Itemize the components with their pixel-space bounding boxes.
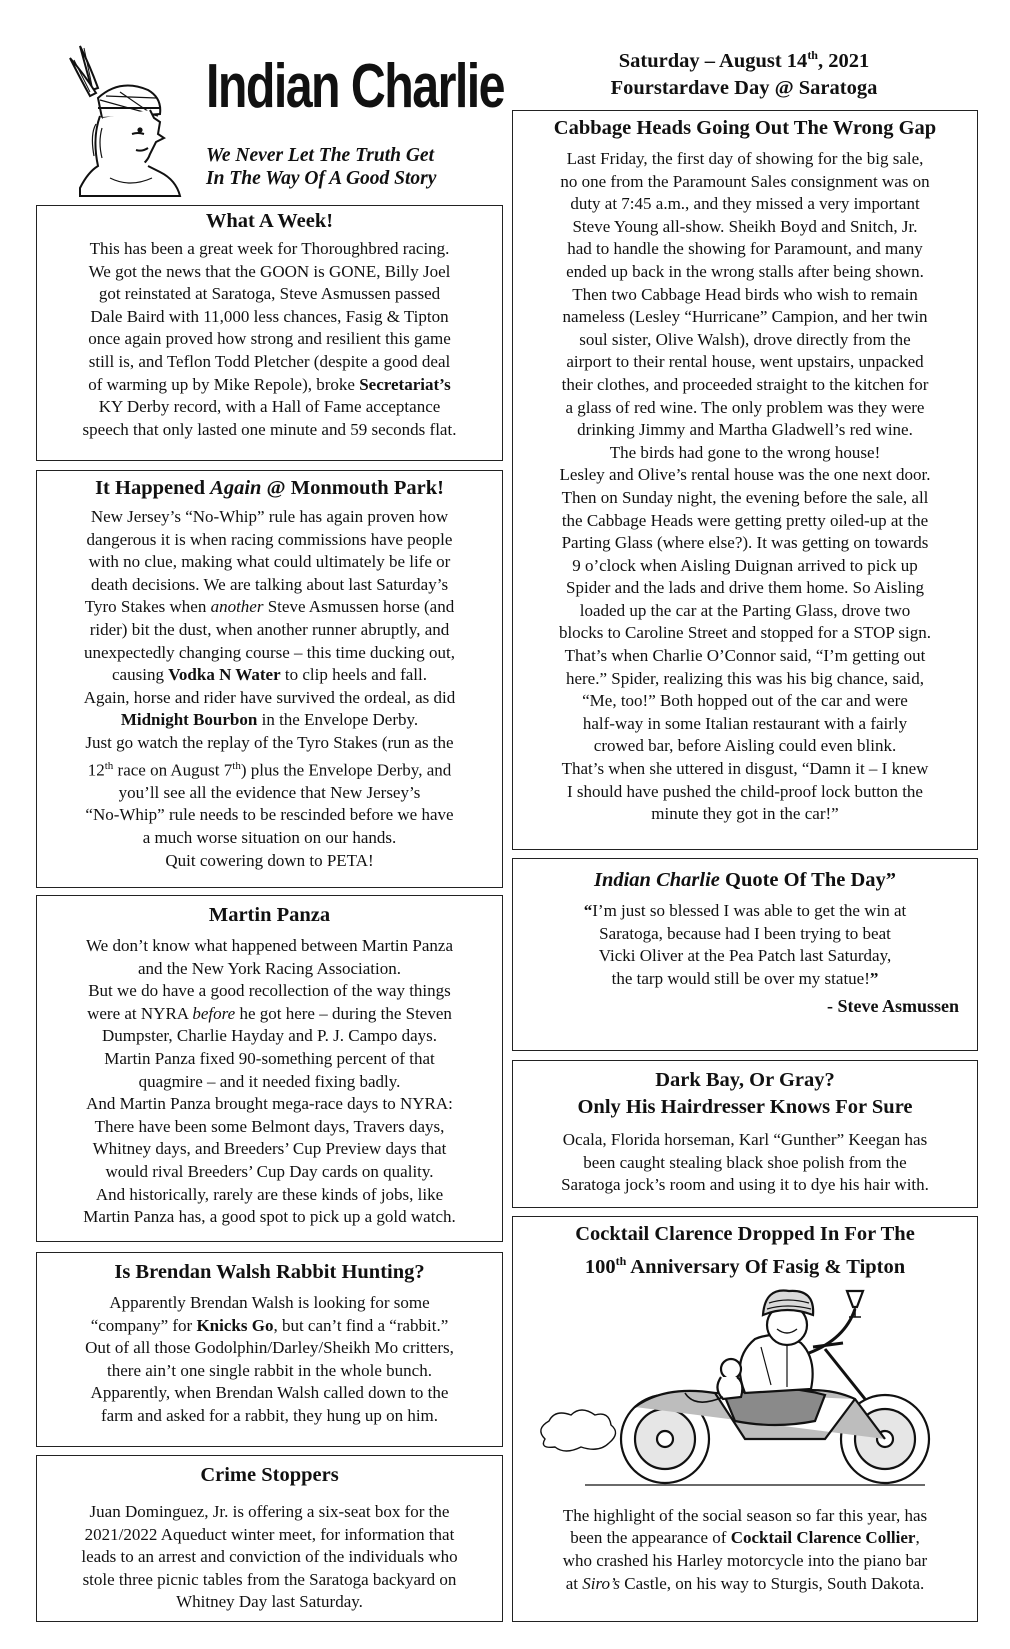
article-what-a-week	[36, 205, 503, 461]
article-heading: What A Week!	[205, 210, 334, 232]
article-martin-panza	[36, 895, 503, 1242]
quote-of-the-day	[512, 858, 978, 1051]
article-body: This has been a great week for Thoroughbred racing. We got the news that the GOON is GONE, Billy Joel got reinstated at Saratoga, Steve Asmussen passed Dale Baird with 11,000 less chances, Fasig & Tipton once again proved how strong and resilient this game still is, and Teflon Todd Pletcher (despite a good deal of warming up by Mike Repole), broke Secretariat’s KY Derby record, with a Hall of Fame acceptance speech that only lasted one minute and 59 seconds flat.	[82, 239, 457, 439]
indian-head-logo	[40, 38, 190, 198]
masthead-tagline: We Never Let The Truth Get In The Way Of A Good Story	[206, 145, 437, 189]
article-body: Ocala, Florida horseman, Karl “Gunther” Keegan has been caught stealing black shoe polish from the Saratoga jock’s room and using it to dye his hair with.	[561, 1130, 929, 1195]
article-dark-bay	[512, 1060, 978, 1208]
article-cabbage-heads	[512, 110, 978, 850]
article-heading: Crime Stoppers	[200, 1464, 339, 1486]
quote-heading: Indian Charlie Quote Of The Day”	[593, 869, 897, 891]
dateline-date: Saturday – August 14th, 2021	[618, 48, 870, 72]
article-body: We don’t know what happened between Martin Panza and the New York Racing Association. But we do have a good recollection of the way things were at NYRA before he got here – during the Steven Dumpster, Charlie Hayday and P. J. Campo days. Martin Panza fixed 90-something percent of that quagmire – and it needed fixing badly. And Martin Panza brought mega-race days to NYRA: There have been some Belmont days, Travers days, Whitney days, and Breeders’ Cup Preview days that would rival Breeders’ Cup Day cards on quality. And historically, rarely are these kinds of jobs, like Martin Panza has, a good spot to pick up a gold watch.	[83, 936, 456, 1227]
article-brendan-walsh	[36, 1252, 503, 1447]
dateline	[510, 42, 978, 102]
quote-attribution: - Steve Asmussen	[826, 996, 959, 1017]
article-cocktail-clarence	[512, 1216, 978, 1622]
article-body: The highlight of the social season so far this year, has been the appearance of Cocktail Clarence Collier, who crashed his Harley motorcycle into the piano bar at Siro’s Castle, on his way to Sturgis, South Dakota.	[562, 1505, 928, 1593]
motorcycle-cartoon	[525, 1289, 965, 1494]
article-monmouth-park	[36, 470, 503, 888]
article-heading: Cocktail Clarence Dropped In For The 100th Anniversary Of Fasig & Tipton	[575, 1223, 915, 1278]
article-body: Juan Dominguez, Jr. is offering a six-seat box for the 2021/2022 Aqueduct winter meet, for information that leads to an arrest and conviction of the individuals who stole three picnic tables from the Saratoga backyard on Whitney Day last Saturday.	[81, 1502, 458, 1612]
article-body: Apparently Brendan Walsh is looking for some “company” for Knicks Go, but can’t find a “rabbit.” Out of all those Godolphin/Darley/Sheikh Mo critters, there ain’t one single rabbit in the whole bunch. Apparently, when Brendan Walsh called down to the farm and asked for a rabbit, they hung up on him.	[85, 1293, 454, 1425]
masthead	[38, 38, 508, 198]
dateline-event: Fourstardave Day @ Saratoga	[610, 76, 878, 99]
article-body: Last Friday, the first day of showing for the big sale, no one from the Paramount Sales consignment was on duty at 7:45 a.m., and they missed a very important Steve Young all-show. Sheikh Boyd and Snitch, Jr. had to handle the showing for Paramount, and many ended up back in the wrong stalls after being shown. Then two Cabbage Head birds who wish to remain nameless (Lesley “Hurricane” Campion, and her twin soul sister, Olive Walsh), drove directly from the airport to their rental house, went upstairs, unpacked their clothes, and proceeded straight to the kitchen for a glass of red wine. The only problem was they were drinking Jimmy and Martha Gladwell’s red wine. The birds had gone to the wrong house! Lesley and Olive’s rental house was the one next door. Then on Sunday night, the evening before the sale, all the Cabbage Heads were getting pretty oiled-up at the Parting Glass (where else?). It was getting on towards 9 o’clock when Aisling Duignan arrived to pick up Spider and the lads and drive them home. So Aisling loaded up the car at the Parting Glass, drove two blocks to Caroline Street and stopped for a STOP sign. That’s when Charlie O’Connor said, “I’m getting out here.” Spider, realizing this was his big chance, said, “Me, too!” Both hopped out of the car and were half-way in some Italian restaurant with a fairly crowed bar, before Aisling could even blink. That’s when she uttered in disgust, “Damn it – I knew I should have pushed the child-proof lock button the minute they got in the car!”	[558, 149, 932, 824]
article-body: New Jersey’s “No-Whip” rule has again proven how dangerous it is when racing commissions have people with no clue, making what could ultimately be life or death decisions. We are talking about last Saturday’s Tyro Stakes when another Steve Asmussen horse (and rider) bit the dust, when another runner abruptly, and unexpectedly changing course – this time ducking out, causing Vodka N Water to clip heels and fall. Again, horse and rider have survived the ordeal, as did Midnight Bourbon in the Envelope Derby. Just go watch the replay of the Tyro Stakes (run as the 12th race on August 7th) plus the Envelope Derby, and you’ll see all the evidence that New Jersey’s “No-Whip” rule needs to be rescinded before we have a much worse situation on our hands. Quit cowering down to PETA!	[83, 507, 456, 870]
masthead-title: Indian Charlie	[206, 52, 504, 121]
article-heading: Martin Panza	[208, 904, 331, 926]
article-heading: It Happened Again @ Monmouth Park!	[95, 477, 444, 499]
article-crime-stoppers	[36, 1455, 503, 1622]
quote-text: “I’m just so blessed I was able to get the win at Saratoga, because had I been trying to beat Vicki Oliver at the Pea Patch last Saturday, the tarp would still be over my statue!”	[583, 901, 907, 988]
article-heading: Cabbage Heads Going Out The Wrong Gap	[553, 117, 937, 139]
article-heading: Dark Bay, Or Gray? Only His Hairdresser Knows For Sure	[577, 1069, 913, 1118]
article-heading: Is Brendan Walsh Rabbit Hunting?	[114, 1261, 425, 1283]
